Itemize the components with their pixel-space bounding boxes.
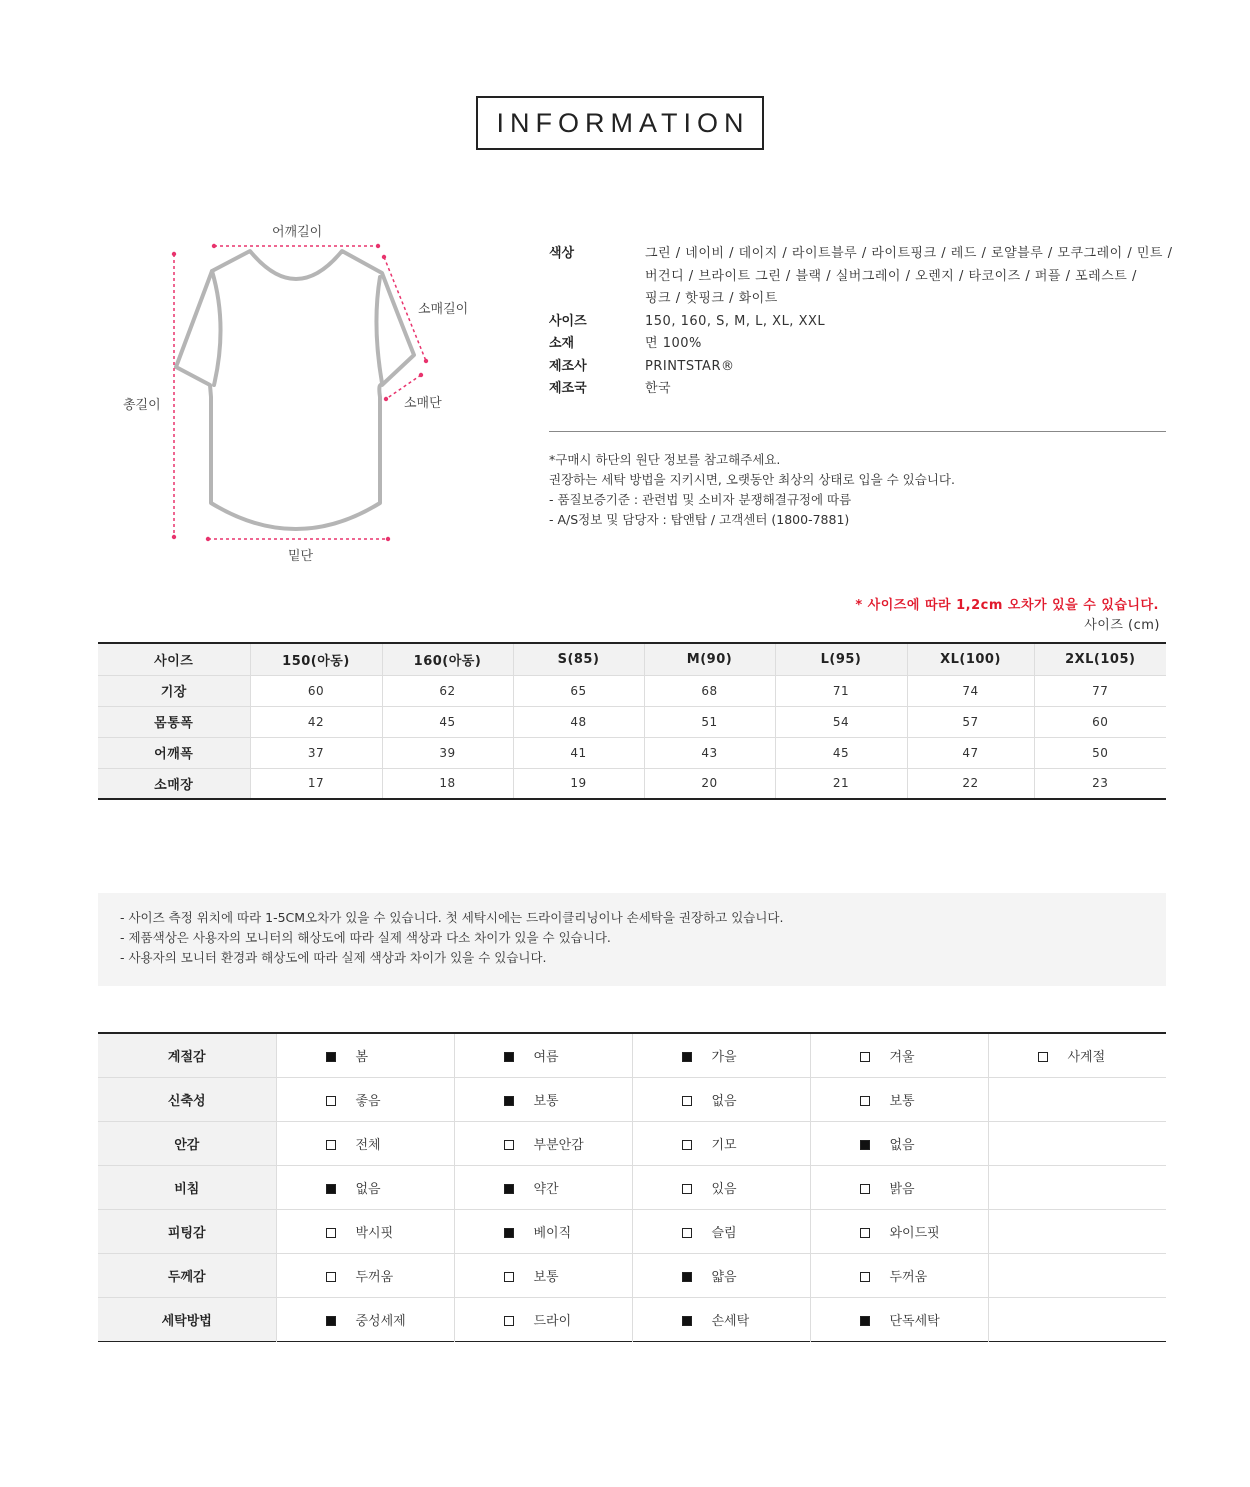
column-header: L(95)	[775, 643, 907, 675]
row-label: 어깨폭	[98, 737, 250, 768]
table-cell: 51	[644, 706, 775, 737]
label-sleeve-hem: 소매단	[404, 396, 442, 411]
option-label: 보통	[533, 1269, 559, 1285]
unchecked-box-icon	[1038, 1052, 1048, 1062]
row-label: 비침	[98, 1165, 276, 1209]
option-label: 슬림	[711, 1225, 737, 1241]
size-table	[98, 642, 1166, 800]
product-info-list	[549, 243, 1189, 401]
notice-line: - 사이즈 측정 위치에 따라 1-5CM오차가 있을 수 있습니다. 첫 세탁시에는 드라이클리닝이나 손세탁을 권장하고 있습니다.	[120, 910, 784, 925]
column-header: M(90)	[644, 643, 775, 675]
note-line: - A/S정보 및 담당자 : 탑앤탑 / 고객센터 (1800-7881)	[549, 512, 850, 527]
option-cell	[632, 1209, 810, 1253]
option-cell	[810, 1253, 988, 1297]
info-value: 면 100%	[645, 336, 702, 351]
option-cell	[276, 1121, 454, 1165]
checked-box-icon	[504, 1184, 514, 1194]
option-label: 겨울	[889, 1049, 915, 1065]
unchecked-box-icon	[860, 1096, 870, 1106]
option-label: 드라이	[533, 1313, 572, 1329]
info-key: 소재	[549, 336, 575, 351]
row-label: 세탁방법	[98, 1297, 276, 1341]
notice-line: - 제품색상은 사용자의 모니터의 해상도에 따라 실제 색상과 다소 차이가 있을 수 있습니다.	[120, 930, 611, 945]
option-label: 두꺼움	[889, 1269, 928, 1285]
size-table-header	[98, 643, 1166, 675]
unchecked-box-icon	[682, 1096, 692, 1106]
info-value-line: 버건디 / 브라이트 그린 / 블랙 / 실버그레이 / 오렌지 / 타코이즈 / 퍼플 / 포레스트 /	[645, 268, 1137, 284]
column-header: XL(100)	[907, 643, 1034, 675]
unchecked-box-icon	[326, 1140, 336, 1150]
checked-box-icon	[326, 1316, 336, 1326]
row-label: 피팅감	[98, 1209, 276, 1253]
table-cell: 77	[1034, 675, 1166, 706]
unchecked-box-icon	[860, 1272, 870, 1282]
table-row	[98, 706, 1166, 737]
option-label: 좋음	[355, 1093, 381, 1109]
table-cell: 17	[250, 768, 382, 799]
page-title-text: INFORMATION	[496, 107, 750, 138]
info-key: 제조국	[549, 381, 587, 396]
table-cell: 48	[513, 706, 644, 737]
option-cell	[632, 1165, 810, 1209]
fabric-info-table	[98, 1032, 1166, 1342]
info-row-manufacturer	[549, 356, 1189, 379]
label-shoulder: 어깨길이	[272, 225, 323, 240]
info-key: 색상	[549, 246, 575, 261]
note-line: - 품질보증기준 : 관련법 및 소비자 분쟁해결규정에 따름	[549, 492, 852, 507]
option-cell	[454, 1033, 632, 1077]
tshirt-size-diagram	[110, 215, 470, 575]
table-cell: 21	[775, 768, 907, 799]
option-cell	[454, 1209, 632, 1253]
unchecked-box-icon	[326, 1228, 336, 1238]
option-cell	[810, 1121, 988, 1165]
table-cell: 68	[644, 675, 775, 706]
option-cell	[810, 1077, 988, 1121]
option-cell	[810, 1165, 988, 1209]
option-label: 여름	[533, 1049, 559, 1065]
unchecked-box-icon	[682, 1184, 692, 1194]
table-cell: 71	[775, 675, 907, 706]
table-row	[98, 1033, 1166, 1077]
table-cell: 39	[382, 737, 513, 768]
checked-box-icon	[504, 1052, 514, 1062]
checked-box-icon	[326, 1052, 336, 1062]
unchecked-box-icon	[326, 1096, 336, 1106]
column-header: S(85)	[513, 643, 644, 675]
option-label: 없음	[711, 1093, 737, 1109]
checked-box-icon	[504, 1228, 514, 1238]
option-label: 있음	[711, 1181, 737, 1197]
option-cell	[454, 1253, 632, 1297]
option-cell	[632, 1297, 810, 1341]
option-cell	[988, 1033, 1166, 1077]
info-row-country	[549, 378, 1189, 401]
table-cell: 23	[1034, 768, 1166, 799]
column-header: 150(아동)	[250, 643, 382, 675]
option-cell	[632, 1033, 810, 1077]
option-cell	[276, 1253, 454, 1297]
page-title	[476, 96, 764, 150]
table-cell: 54	[775, 706, 907, 737]
option-cell	[632, 1121, 810, 1165]
table-cell: 62	[382, 675, 513, 706]
table-row	[98, 1121, 1166, 1165]
unchecked-box-icon	[326, 1272, 336, 1282]
info-row-material	[549, 333, 1189, 356]
checked-box-icon	[860, 1140, 870, 1150]
info-key: 제조사	[549, 358, 587, 374]
option-label: 없음	[355, 1181, 381, 1197]
empty-cell	[988, 1253, 1166, 1297]
option-cell	[632, 1077, 810, 1121]
option-label: 보통	[889, 1093, 915, 1109]
table-cell: 45	[775, 737, 907, 768]
table-cell: 37	[250, 737, 382, 768]
row-label: 계절감	[98, 1033, 276, 1077]
empty-cell	[988, 1121, 1166, 1165]
option-label: 중성세제	[355, 1313, 406, 1329]
row-label: 두께감	[98, 1253, 276, 1297]
empty-cell	[988, 1077, 1166, 1121]
table-cell: 57	[907, 706, 1034, 737]
option-label: 부분안감	[533, 1137, 584, 1153]
unchecked-box-icon	[682, 1140, 692, 1150]
empty-cell	[988, 1165, 1166, 1209]
table-cell: 20	[644, 768, 775, 799]
option-cell	[454, 1297, 632, 1341]
info-value: PRINTSTAR®	[645, 358, 735, 374]
table-cell: 60	[250, 675, 382, 706]
table-cell: 47	[907, 737, 1034, 768]
option-label: 단독세탁	[889, 1313, 940, 1329]
unchecked-box-icon	[504, 1272, 514, 1282]
empty-cell	[988, 1297, 1166, 1341]
info-row-size	[549, 311, 1189, 334]
table-row	[98, 1077, 1166, 1121]
info-value-line: 핑크 / 핫핑크 / 화이트	[645, 291, 778, 306]
notice-line: - 사용자의 모니터 환경과 해상도에 따라 실제 색상과 차이가 있을 수 있습니다.	[120, 950, 547, 965]
row-label: 신축성	[98, 1077, 276, 1121]
table-cell: 43	[644, 737, 775, 768]
option-label: 베이직	[533, 1225, 572, 1241]
table-cell: 50	[1034, 737, 1166, 768]
option-cell	[810, 1209, 988, 1253]
option-label: 밝음	[889, 1181, 915, 1197]
table-cell: 19	[513, 768, 644, 799]
info-key: 사이즈	[549, 313, 587, 329]
option-cell	[276, 1165, 454, 1209]
option-cell	[276, 1033, 454, 1077]
size-unit: 사이즈 (cm)	[1084, 618, 1160, 633]
checked-box-icon	[682, 1052, 692, 1062]
notice-box	[98, 893, 1166, 986]
row-label: 안감	[98, 1121, 276, 1165]
unchecked-box-icon	[504, 1316, 514, 1326]
info-value	[645, 243, 1189, 311]
table-cell: 74	[907, 675, 1034, 706]
table-cell: 42	[250, 706, 382, 737]
checked-box-icon	[504, 1096, 514, 1106]
unchecked-box-icon	[504, 1140, 514, 1150]
option-cell	[454, 1165, 632, 1209]
checked-box-icon	[682, 1316, 692, 1326]
table-row	[98, 1253, 1166, 1297]
table-row	[98, 737, 1166, 768]
option-label: 손세탁	[711, 1313, 750, 1329]
option-label: 와이드핏	[889, 1225, 940, 1241]
option-cell	[632, 1253, 810, 1297]
option-label: 사계절	[1067, 1049, 1106, 1065]
checked-box-icon	[682, 1272, 692, 1282]
info-value: 150, 160, S, M, L, XL, XXL	[645, 313, 826, 329]
option-label: 두꺼움	[355, 1269, 394, 1285]
option-cell	[810, 1297, 988, 1341]
column-header: 사이즈	[98, 643, 250, 675]
option-label: 기모	[711, 1137, 737, 1153]
purchase-notes	[549, 450, 1166, 530]
option-cell	[276, 1209, 454, 1253]
row-label: 소매장	[98, 768, 250, 799]
divider	[549, 431, 1166, 432]
row-label: 기장	[98, 675, 250, 706]
unchecked-box-icon	[860, 1052, 870, 1062]
label-total-length: 총길이	[123, 398, 161, 413]
note-line: 권장하는 세탁 방법을 지키시면, 오랫동안 최상의 상태로 입을 수 있습니다.	[549, 472, 955, 487]
option-label: 보통	[533, 1093, 559, 1109]
note-line: *구매시 하단의 원단 정보를 참고해주세요.	[549, 452, 781, 467]
option-label: 가을	[711, 1049, 737, 1065]
unchecked-box-icon	[682, 1228, 692, 1238]
table-cell: 65	[513, 675, 644, 706]
unchecked-box-icon	[860, 1228, 870, 1238]
checked-box-icon	[326, 1184, 336, 1194]
info-row-color	[549, 243, 1189, 311]
option-label: 박시핏	[355, 1225, 394, 1241]
table-cell: 41	[513, 737, 644, 768]
table-row	[98, 675, 1166, 706]
table-cell: 22	[907, 768, 1034, 799]
table-row	[98, 768, 1166, 799]
info-value: 한국	[645, 381, 672, 396]
option-label: 얇음	[711, 1269, 737, 1285]
column-header: 2XL(105)	[1034, 643, 1166, 675]
table-row	[98, 1297, 1166, 1341]
table-cell: 60	[1034, 706, 1166, 737]
unchecked-box-icon	[860, 1184, 870, 1194]
option-label: 전체	[355, 1137, 381, 1153]
option-cell	[454, 1077, 632, 1121]
column-header: 160(아동)	[382, 643, 513, 675]
label-sleeve-length: 소매길이	[418, 302, 469, 317]
info-value-line: 그린 / 네이비 / 데이지 / 라이트블루 / 라이트핑크 / 레드 / 로얄블루 / 모쿠그레이 / 민트 /	[645, 246, 1173, 261]
row-label: 몸통폭	[98, 706, 250, 737]
option-cell	[276, 1297, 454, 1341]
table-cell: 18	[382, 768, 513, 799]
option-label: 봄	[355, 1049, 369, 1065]
empty-cell	[988, 1209, 1166, 1253]
table-row	[98, 1165, 1166, 1209]
option-cell	[810, 1033, 988, 1077]
option-label: 없음	[889, 1137, 915, 1153]
option-label: 약간	[533, 1181, 559, 1197]
table-row	[98, 1209, 1166, 1253]
option-cell	[276, 1077, 454, 1121]
option-cell	[454, 1121, 632, 1165]
size-warning: * 사이즈에 따라 1,2cm 오차가 있을 수 있습니다.	[855, 598, 1159, 613]
checked-box-icon	[860, 1316, 870, 1326]
label-hem: 밑단	[288, 549, 314, 564]
table-cell: 45	[382, 706, 513, 737]
